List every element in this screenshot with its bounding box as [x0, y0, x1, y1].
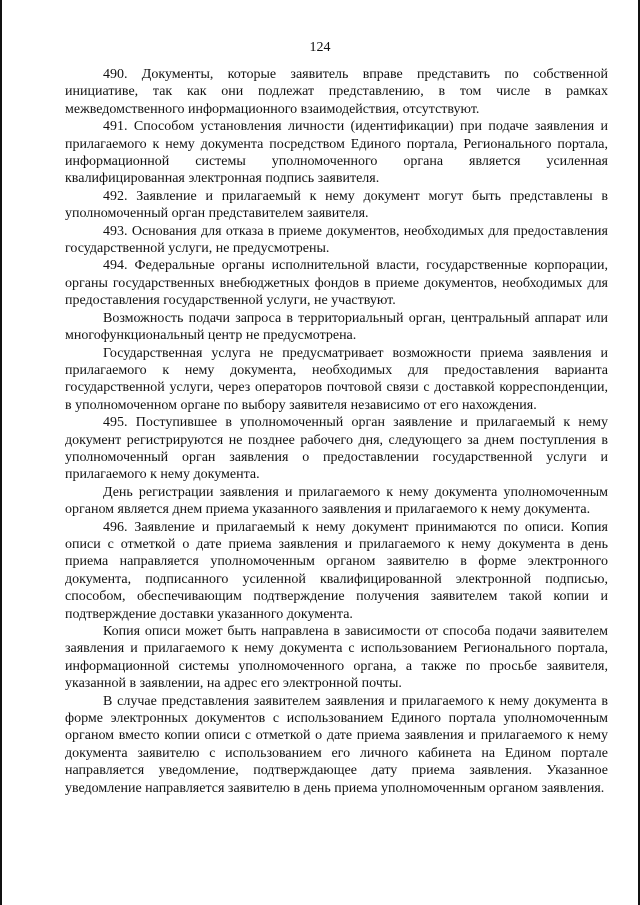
paragraph-493: 493. Основания для отказа в приеме документов, необходимых для предоставления государственной услуги, не предусмотрены. — [65, 223, 608, 257]
paragraph-496: 496. Заявление и прилагаемый к нему документ принимаются по описи. Копия описи с отметкой о дате приема заявления и прилагаемого к нему документа в день приема направляется уполномоченным органом заявителю в форме электронного документа, подписанного усиленной квалифицированной электронной подписью, способом, обеспечивающим подтверждение получения заявителем такой копии и подтверждение доставки указанного документа. — [65, 519, 608, 622]
document-body — [65, 66, 608, 797]
paragraph-490: 490. Документы, которые заявитель вправе представить по собственной инициативе, так как они подлежат представлению, в том числе в рамках межведомственного информационного взаимодействия, отсутствуют. — [65, 67, 608, 117]
paragraph-electronic-notification: В случае представления заявителем заявления и прилагаемого к нему документа в форме электронных документов с использованием Единого портала уполномоченным органом вместо копии описи с отметкой о дате приема заявления и прилагаемого к нему документа заявителю с использованием его личного кабинета на Едином портале направляется уведомление, подтверждающее дату приема заявления. Указанное уведомление направляется заявителю в день приема уполномоченным органом заявления. — [65, 693, 608, 796]
paragraph-inventory-copy: Копия описи может быть направлена в зависимости от способа подачи заявителем заявления и прилагаемого к нему документа с использованием Регионального портала, информационной системы уполномоченного органа, а также по просьбе заявителя, указанной в заявлении, на адрес его электронной почты. — [65, 624, 608, 692]
paragraph-registration-day: День регистрации заявления и прилагаемого к нему документа уполномоченным органом является днем приема указанного заявления и прилагаемого к нему документа. — [65, 484, 608, 518]
page-number: 124 — [309, 40, 331, 55]
paragraph-territorial-request: Возможность подачи запроса в территориальный орган, центральный аппарат или многофункциональный центр не предусмотрена. — [65, 310, 608, 344]
paragraph-492: 492. Заявление и прилагаемый к нему документ могут быть представлены в уполномоченный орган представителем заявителя. — [65, 188, 608, 222]
paragraph-491: 491. Способом установления личности (идентификации) при подаче заявления и прилагаемого к нему документа посредством Единого портала, Регионального портала, информационной системы уполномоченного органа является усиленная квалифицированная электронная подпись заявителя. — [65, 119, 608, 187]
paragraph-494: 494. Федеральные органы исполнительной власти, государственные корпорации, органы государственных внебюджетных фондов в приеме документов, необходимых для предоставления государственной услуги, не участвуют. — [65, 258, 608, 309]
paragraph-495: 495. Поступившее в уполномоченный орган заявление и прилагаемый к нему документ регистрируются не позднее рабочего дня, следующего за днем поступления в уполномоченный орган заявления о предоставлении государственной услуги и прилагаемого к нему документа. — [65, 415, 608, 483]
paragraph-no-postal-delivery: Государственная услуга не предусматривает возможности приема заявления и прилагаемого к нему документа, необходимых для предоставления варианта государственной услуги, через операторов почтовой связи с доставкой корреспонденции, в уполномоченном органе по выбору заявителя независимо от его нахождения. — [65, 345, 608, 413]
